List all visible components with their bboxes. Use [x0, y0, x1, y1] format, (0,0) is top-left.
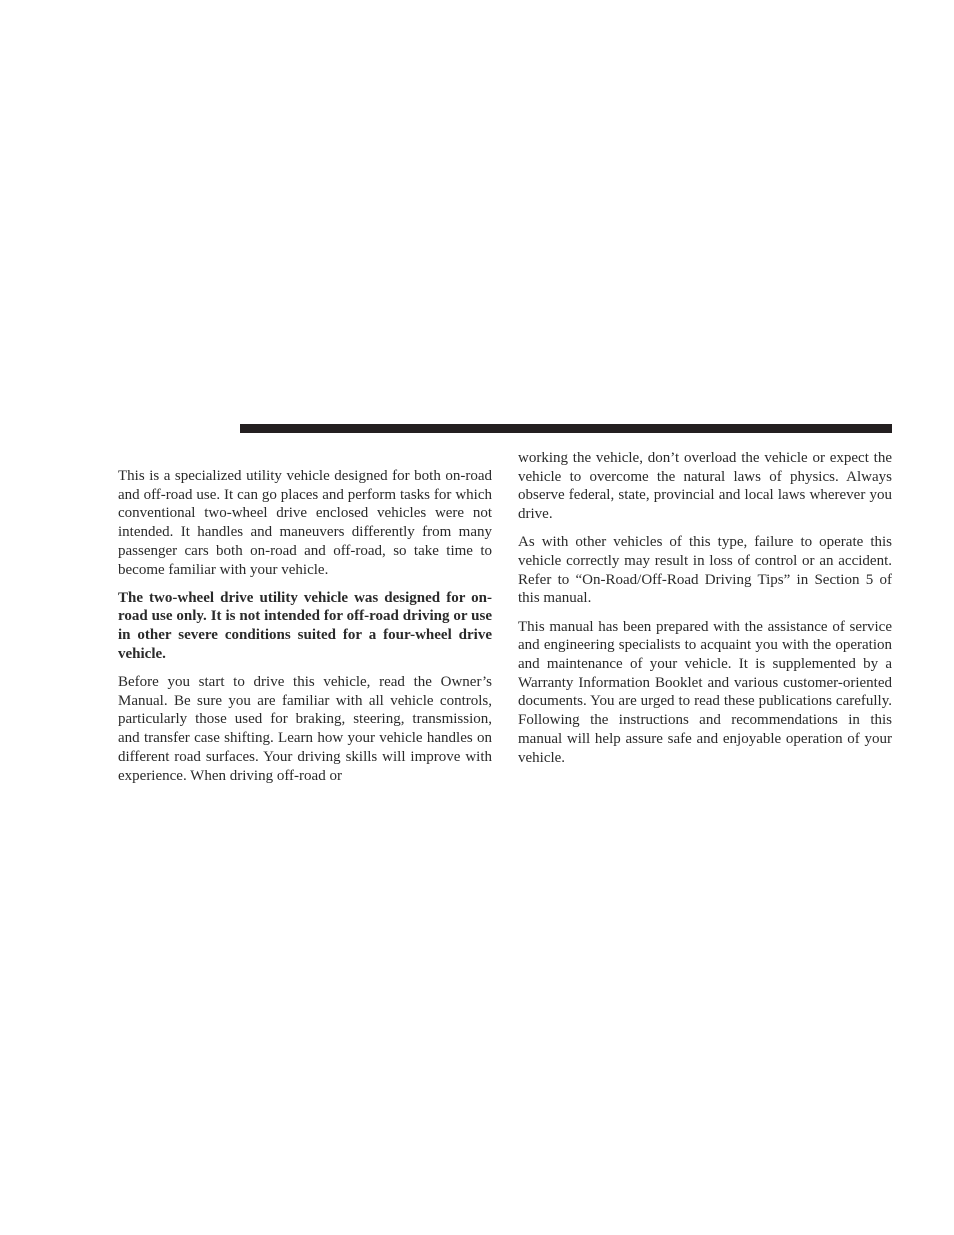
before-you-drive-paragraph: Before you start to drive this vehicle, read the Owner’s Manual. Be sure you are familiar with all vehicle controls, particularly those used for braking, steering, transmission, and transfer case shifting. Learn how your vehicle handles on different road surfaces. Your driving skills will improve with experience. When driving off-road or: [118, 674, 492, 784]
right-column: [518, 449, 892, 777]
continued-paragraph: working the vehicle, don’t overload the vehicle or expect the vehicle to overcome the natural laws of physics. Always observe federal, state, provincial and local laws wherever you drive.: [518, 450, 892, 523]
loss-of-control-paragraph: As with other vehicles of this type, failure to operate this vehicle correctly may result in loss of control or an accident. Refer to “On-Road/Off-Road Driving Tips” in Section 5 of this manual.: [518, 534, 892, 607]
intro-paragraph: This is a specialized utility vehicle designed for both on-road and off-road use. It can go places and perform tasks for which conventional two-wheel drive enclosed vehicles were not intended. It handles and maneuvers differently from many passenger cars both on-road and off-road, so take time to become familiar with your vehicle.: [118, 468, 492, 578]
left-column: [118, 467, 492, 795]
section-header-rule: [240, 424, 892, 433]
manual-preparation-paragraph: This manual has been prepared with the assistance of service and engineering specialists to acquaint you with the operation and maintenance of your vehicle. It is supplemented by a Warranty Information Booklet and various customer-oriented documents. You are urged to read these publications carefully. Following the instructions and recommendations in this manual will help assure safe and enjoyable operation of your vehicle.: [518, 618, 892, 766]
two-wheel-drive-notice: The two-wheel drive utility vehicle was designed for on-road use only. It is not intended for off-road driving or use in other severe conditions suited for a four-wheel drive vehicle.: [118, 589, 492, 662]
